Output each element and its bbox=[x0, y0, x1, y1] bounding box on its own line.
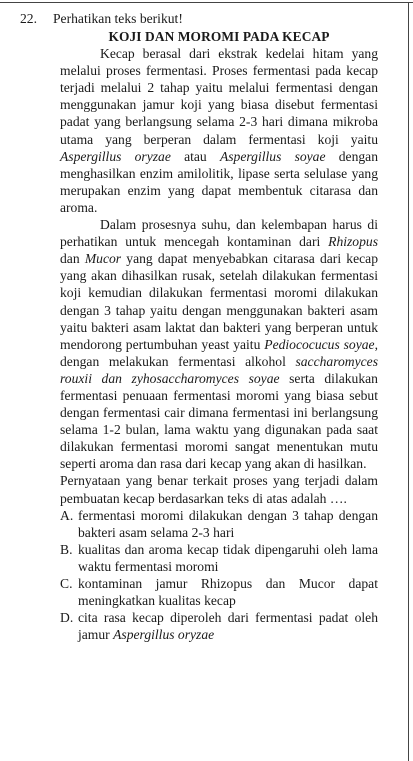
question-header bbox=[20, 11, 408, 27]
text-segment: , dengan melakukan fermentasi alkohol bbox=[60, 336, 378, 369]
option-letter: B. bbox=[60, 541, 73, 557]
question-prompt: Perhatikan teks berikut! bbox=[53, 11, 183, 26]
right-border-rule bbox=[408, 2, 409, 761]
passage-paragraph bbox=[60, 45, 378, 216]
italic-term: Aspergillus oryzae bbox=[113, 627, 215, 643]
italic-term: Aspergillus oryzae bbox=[60, 148, 171, 164]
question-block bbox=[20, 11, 408, 643]
text-segment: Dalam prosesnya suhu, dan kelembapan harus di perhatikan untuk mencegah kontaminan dari bbox=[60, 217, 378, 250]
option-letter: D. bbox=[60, 610, 74, 626]
option-letter: A. bbox=[60, 507, 74, 523]
italic-term: saccharomyces rouxii dan zyhosaccharomyces soyae bbox=[60, 353, 378, 386]
text-segment: fermentasi moromi dilakukan dengan 3 tahap dengan bakteri asam selama 2-3 hari bbox=[78, 507, 378, 540]
italic-term: Mucor bbox=[84, 251, 122, 267]
text-segment: serta dilakukan fermentasi penuaan fermentasi moromi yang biasa sebut dengan fermentasi cair dimana fermentasi ini berlangsung selama 1-2 bulan, lama waktu yang digunakan pada saat dilakukan fermentasi moromi sangat menentukan mutu seperti aroma dan rasa dari kecap yang akan di hasilkan. bbox=[60, 370, 378, 472]
text-segment: kontaminan jamur Rhizopus dan Mucor dapat meningkatkan kualitas kecap bbox=[78, 576, 378, 609]
italic-term: Rhizopus bbox=[328, 234, 378, 250]
question-body bbox=[60, 28, 378, 643]
question-number: 22. bbox=[20, 11, 37, 26]
text-segment: dengan menghasilkan enzim amilolitik, lipase serta selulase yang merupakan enzim yang dapat membentuk citarasa dan aroma. bbox=[60, 148, 378, 215]
text-segment: atau bbox=[170, 148, 220, 164]
top-border-rule bbox=[0, 2, 413, 3]
passage bbox=[60, 45, 378, 472]
text-segment: kualitas dan aroma kecap tidak dipengaruhi oleh lama waktu fermentasi moromi bbox=[78, 541, 378, 574]
option-letter: C. bbox=[60, 576, 73, 591]
answer-option[interactable] bbox=[60, 575, 378, 609]
text-segment: cita rasa kecap diperoleh dari fermentasi padat oleh jamur bbox=[78, 610, 378, 643]
answer-option[interactable] bbox=[60, 541, 378, 575]
question-stem: Pernyataan yang benar terkait proses yang terjadi dalam pembuatan kecap berdasarkan teks di atas adalah …. bbox=[60, 473, 378, 506]
passage-paragraph bbox=[60, 216, 378, 472]
passage-title: KOJI DAN MOROMI PADA KECAP bbox=[108, 29, 330, 44]
italic-term: Pediococucus soyae bbox=[264, 336, 375, 352]
text-segment: Kecap berasal dari ekstrak kedelai hitam yang melalui proses fermentasi. Proses fermentasi pada kecap terjadi melalui 2 tahap yaitu melalui fermentasi dengan menggunakan jamur koji yang biasa disebut fermentasi padat yang berlangsung selama 2-3 hari dimana mikroba utama yang berperan dalam fermentasi koji yaitu bbox=[60, 46, 378, 147]
answer-option[interactable] bbox=[60, 609, 378, 643]
text-segment: dan bbox=[60, 251, 85, 267]
answer-option[interactable] bbox=[60, 507, 378, 541]
text-segment: yang dapat menyebabkan citarasa dari kecap yang akan dihasilkan rusak, setelah dilakukan fermentasi koji kemudian dilakukan fermentasi moromi dilakukan dengan 3 tahap yaitu dengan menggunakan bakteri asam yaitu bakteri asam laktat dan bakteri yang berperan untuk mendorong pertumbuhan yeast yaitu bbox=[60, 251, 379, 352]
answer-options bbox=[60, 507, 378, 644]
italic-term: Aspergillus soyae bbox=[219, 148, 326, 164]
